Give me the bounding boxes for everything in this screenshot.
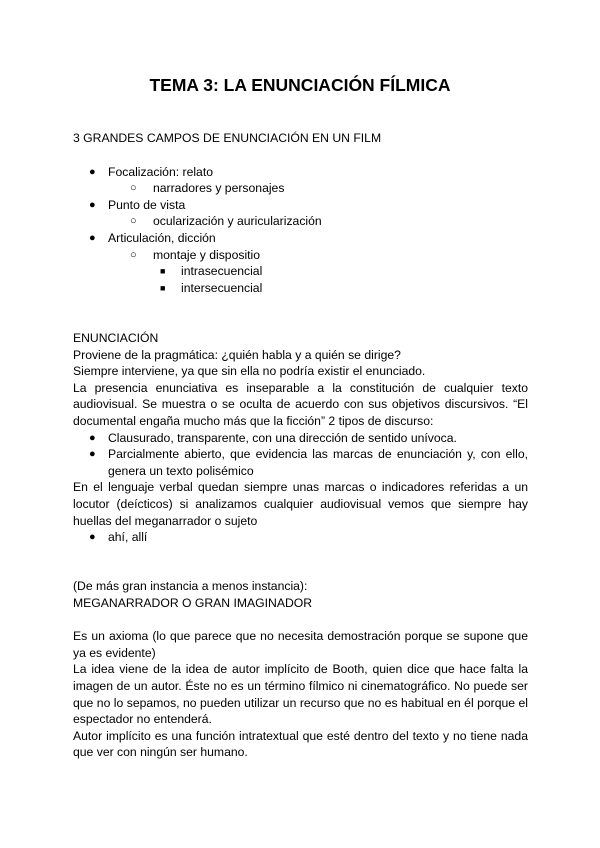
- bullet-icon: ●: [89, 231, 96, 244]
- list-item: ● ahí, allí: [89, 530, 148, 545]
- paragraph: En el lenguaje verbal quedan siempre unas marcas o indicadores referidas a un locutor (deícticos) si analizamos cualquier audiovisual vemos que siempre hay huellas del meganarrador o sujeto: [73, 480, 528, 528]
- circle-bullet-icon: ○: [130, 248, 137, 261]
- list-item: ● Clausurado, transparente, con una dirección de sentido unívoca.: [89, 430, 457, 445]
- section-campos: [73, 130, 528, 296]
- paragraph: (De más gran instancia a menos instancia):: [73, 579, 308, 593]
- bullet-icon: ●: [89, 531, 96, 544]
- paragraph: Autor implícito es una función intratextual que esté dentro del texto y no tiene nada que ver con ningún ser humano.: [73, 728, 528, 760]
- list-item: ● Parcialmente abierto, que evidencia las marcas de enunciación y, con ello, genera un texto polisémico: [89, 447, 528, 478]
- paragraph: Es un axioma (lo que parece que no necesita demostración porque se supone que ya es evidente): [73, 629, 528, 660]
- bullet-icon: ●: [89, 165, 96, 178]
- list-item: ○ narradores y personajes: [130, 181, 285, 196]
- bullet-icon: ●: [89, 431, 96, 444]
- paragraph: La presencia enunciativa es inseparable a la constitución de cualquier texto audiovisual. Se muestra o se oculta de acuerdo con sus objetivos discursivos. “El documental engaña mucho más que la ficción” 2 tipos de discurso:: [73, 380, 528, 428]
- section-heading-campos: 3 GRANDES CAMPOS DE ENUNCIACIÓN EN UN FILM: [73, 131, 382, 145]
- circle-bullet-icon: ○: [130, 182, 137, 195]
- section-enunciacion: [73, 330, 528, 546]
- square-bullet-icon: ■: [160, 266, 166, 277]
- section-heading-enunciacion: ENUNCIACIÓN: [73, 331, 159, 345]
- page-title: TEMA 3: LA ENUNCIACIÓN FÍLMICA: [149, 75, 451, 95]
- square-bullet-icon: ■: [160, 282, 166, 293]
- list-item: ● Punto de vista: [89, 197, 186, 212]
- bullet-icon: ●: [89, 448, 96, 461]
- list-item: ■ intrasecuencial: [160, 264, 263, 279]
- paragraph: Proviene de la pragmática: ¿quién habla y a quién se dirige?: [73, 347, 401, 362]
- campos-list: [73, 164, 528, 297]
- list-item: ● Articulación, dicción: [89, 230, 216, 245]
- circle-bullet-icon: ○: [130, 215, 137, 228]
- list-item: ○ ocularización y auricularización: [130, 214, 322, 229]
- list-item: ● Focalización: relato: [89, 164, 213, 179]
- section-heading-meganarrador: MEGANARRADOR O GRAN IMAGINADOR: [73, 595, 313, 610]
- list-item: ■ intersecuencial: [160, 280, 263, 295]
- paragraph: Siempre interviene, ya que sin ella no podría existir el enunciado.: [73, 364, 426, 379]
- bullet-icon: ●: [89, 198, 96, 211]
- paragraph: La idea viene de la idea de autor implícito de Booth, quien dice que hace falta la imagen de un autor. Éste no es un término fílmico ni cinematográfico. No puede ser que no lo sepamos, no pueden utilizar un recurso que no es habitual en él porque el espectador no entenderá.: [73, 662, 528, 727]
- section-meganarrador: [73, 578, 528, 761]
- list-item: ○ montaje y dispositio: [130, 247, 261, 262]
